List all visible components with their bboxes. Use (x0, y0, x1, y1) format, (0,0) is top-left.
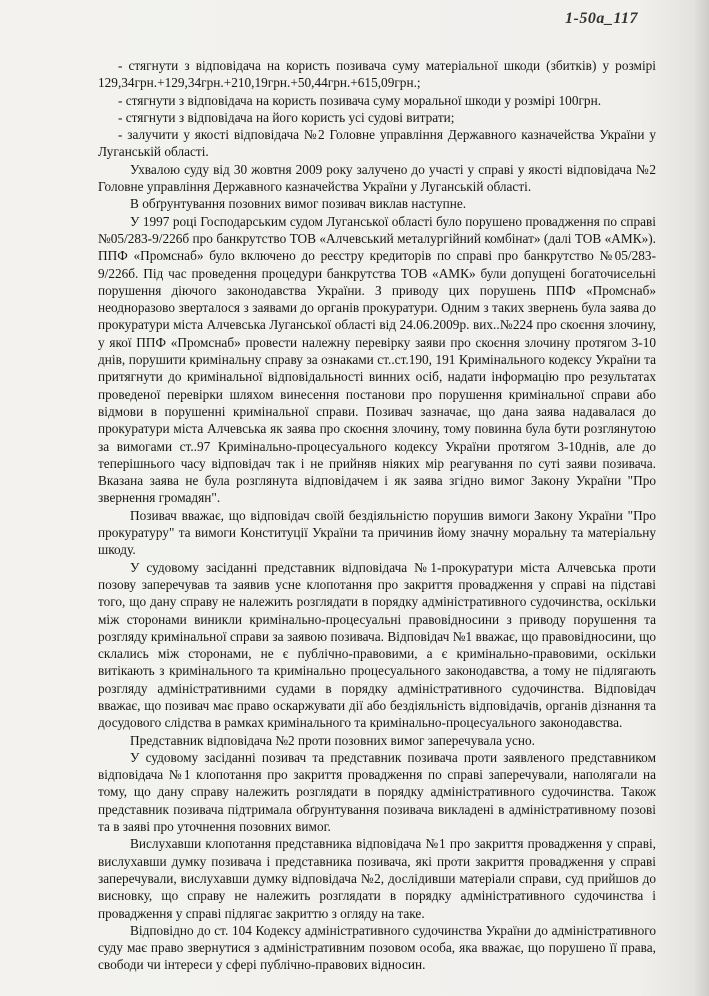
document-body (98, 57, 656, 974)
page-edge-shadow (693, 0, 709, 996)
court-conclusion-paragraph: Вислухавши клопотання представника відповідача №1 про закриття провадження у справі, вислухавши думку позивача і представника позивача, які проти закриття провадження у справі заперечували, вислухавши думку відповідача №2, дослідивши матеріали справи, суд прийшов до висновку, що справу не належить розглядати в порядку адміністративного судочинства і провадження у справі підлягає закриттю з огляду на таке. (98, 836, 656, 921)
legal-basis-paragraph: Відповідно до ст. 104 Кодексу адміністративного судочинства України до адміністративного суду має право звернутися з адміністративним позовом особа, яка вважає, що порушено її права, свободи чи інтереси у сфері публічно-правових відносин. (98, 922, 656, 973)
claim-item-second-defendant: - залучити у якості відповідача №2 Головне управління Державного казначейства України у Луганській області. (98, 127, 656, 160)
plaintiff-position-paragraph: Позивач вважає, що відповідач своїй бездіяльністю порушив вимоги Закону України "Про прокуратуру" та вимоги Конституції України та причинив йому значну моральну та матеріальну шкоду. (98, 507, 656, 558)
bankruptcy-case-paragraph: У 1997 році Господарським судом Луганської області було порушено провадження по справі №05/283-9/226б про банкрутство ТОВ «Алчевський металургійний комбінат» (далі ТОВ «АМК»). ППФ «Промснаб» було включено до реєстру кредиторів по справі про банкрутство №05/283-9/226б. Під час проведення процедури банкрутства ТОВ «АМК» були допущені богаточисельні порушення діючого законодавства України. З приводу цих порушень ППФ «Промснаб» неодноразово зверталося з заявами до органів прокуратури. Одним з таких звернень була заява до прокуратури міста Алчевська Луганської області від 24.06.2009р. вих..№224 про скоєння злочину, у якої ППФ «Промснаб» провести належну перевірку заяви про скоєння злочину протягом 3-10 днів, порушити кримінальну справу за ознаками ст..ст.190, 191 Кримінального кодексу України та притягнути до кримінальної відповідальності винних осіб, надати інформацію про результатах проведеної перевірки шляхом винесення постанови про порушення кримінальної справи або відмови в порушенні кримінальної справи. Позивач зазначає, що дана заява надавалася до прокуратури міста Алчевська як заява про скоєння злочину, тому повинна була бути розглянутою за вимогами ст..97 Кримінально-процесуального кодексу України протягом 3-10днів, але до теперішнього часу відповідач так і не прийняв ніяких мір реагування по суті заяви позивача. Вказана заява не була розглянута відповідачем і як заява згідно вимог Закону України "Про звернення громадян". (98, 213, 656, 506)
claim-item-court-costs: - стягнути з відповідача на його користь усі судові витрати; (118, 109, 455, 125)
defendant-1-motion-paragraph: У судовому засіданні представник відповідача №1-прокуратури міста Алчевська проти позову заперечував та заявив усне клопотання про закриття провадження у справі на підставі того, що дану справу не належить розглядати в порядку адміністративного судочинства, оскільки між сторонами виникли кримінально-процесуальні правовідносини з приводу порушення та розгляду кримінальної справи за заявою позивача. Відповідач №1 вважає, що правовідносини, що склались між сторонами, не є публічно-правовими, а є кримінально-правовими, оскільки витікають з кримінального та кримінально процесуального законодавства, а тому не підлягають розгляду адміністративними судами в порядку адміністративного судочинства. Відповідач вважає, що позивач має право оскаржувати дії або бездіяльність відповідачів, органів дізнання та досудового слідства в рамках кримінального та кримінально-процесуального законодавства. (98, 559, 656, 731)
court-ruling-paragraph: Ухвалою суду від 30 жовтня 2009 року залучено до участі у справі у якості відповідача №2 Головне управління Державного казначейства України у Луганській області. (98, 161, 656, 195)
plaintiff-objection-paragraph: У судовому засіданні позивач та представник позивача проти заявленого представником відповідача №1 клопотання про закриття провадження по справі заперечували, наполягали на тому, що дану справу належить розглядати в порядку адміністративного судочинства. Також представник позивача підтримала обґрунтування позивача викладені в адміністративному позові та в заяві про уточнення позовних вимог. (98, 749, 656, 835)
page-number-stamp: 1-50а_117 (565, 10, 638, 27)
claim-item-moral-damage: - стягнути з відповідача на користь позивача суму моральної шкоди у розмірі 100грн. (118, 92, 602, 108)
grounds-intro-paragraph: В обґрунтування позовних вимог позивач виклав наступне. (130, 196, 467, 212)
claim-item-material-damage: - стягнути з відповідача на користь позивача суму матеріальної шкоди (збитків) у розмірі 129,34грн.+129,34грн.+210,19грн.+50,44грн.+615,09грн.; (98, 58, 656, 91)
defendant-2-position-paragraph: Представник відповідача №2 проти позовних вимог заперечувала усно. (130, 732, 535, 748)
